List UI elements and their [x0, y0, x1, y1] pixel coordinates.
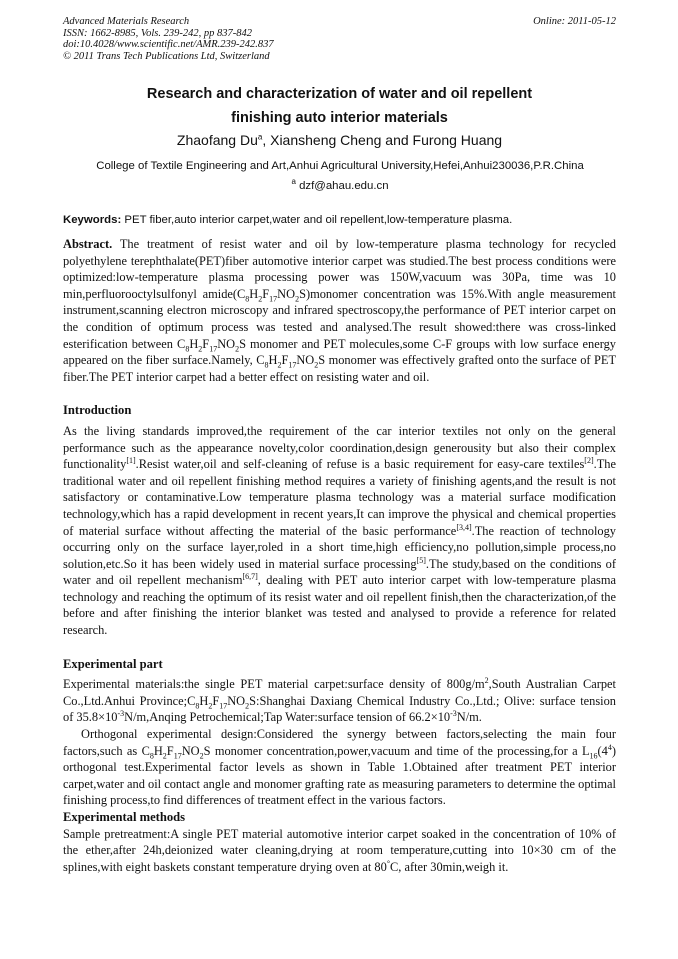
author-rest: , Xiansheng Cheng and Furong Huang — [262, 132, 503, 148]
author-1-affil-mark: a — [257, 132, 263, 142]
orthogonal-text: (4 — [597, 743, 608, 758]
formula-part: F — [166, 743, 174, 758]
copyright-line: © 2011 Trans Tech Publications Ltd, Switzerland — [63, 50, 270, 62]
intro-text: , dealing with PET auto interior carpet with low-temperature plasma technology and reaching the optimum of its resist water and oil repellent finish,then the characterization,of the before and after finishing the interior blanket was tested and analysed to provide a reference for related research. — [63, 573, 616, 638]
formula-sub: 8 — [185, 344, 190, 354]
introduction-heading: Introduction — [63, 403, 132, 418]
section-gap — [63, 385, 616, 402]
journal-name: Advanced Materials Research — [63, 16, 190, 27]
formula-sub: 2 — [277, 360, 282, 370]
formula-sub: 17 — [288, 360, 297, 370]
section-gap — [63, 639, 616, 656]
intro-text: .The study,based on the conditions of water and oil repellent mechanism — [63, 556, 616, 588]
materials-paragraph — [63, 676, 616, 726]
intro-text: .The traditional water and oil repellent finishing method requires a variety of finishing agents,and the result is not satisfactory or contaminative.Low temperature plasma technology was a material surface modification technology,which has a rapid development in recent years,It can improve the physical and chemical properties of material surface without affecting the material of the basic performance — [63, 457, 616, 538]
keywords — [63, 212, 616, 228]
author-list — [63, 130, 616, 150]
formula-sub: 2 — [208, 701, 213, 711]
doi-line: doi:10.4028/www.scientific.net/AMR.239-242.837 — [63, 39, 274, 50]
intro-text: .Resist water,oil and self-cleaning of refuse is a basic requirement for easy-care textiles — [135, 457, 585, 472]
formula-sub: 17 — [269, 294, 278, 304]
citation: [5] — [416, 555, 426, 565]
formula-sub: 2 — [162, 751, 167, 761]
superscript: ° — [386, 858, 391, 868]
email-affil-mark: a — [291, 177, 296, 187]
formula-sub: 2 — [235, 344, 240, 354]
formula-sub: 17 — [173, 751, 182, 761]
orthogonal-text: Orthogonal experimental design:Considered the synergy between factors,selecting the main four factors,such as C — [63, 727, 616, 758]
methods-heading: Experimental methods — [63, 810, 186, 824]
citation: [3,4] — [456, 522, 472, 532]
materials-text: N/m. — [456, 710, 482, 725]
experimental-heading: Experimental part — [63, 656, 163, 671]
citation: [1] — [126, 456, 136, 465]
abstract-label: Abstract. — [63, 237, 113, 251]
formula-sub: 8 — [245, 294, 250, 304]
abstract-text-1: The treatment of resist water and oil by low-temperature plasma technology for recycled polyethylene terephthalate(PET)fiber automotive interior carpet was studied.The best process conditions were optimized:low-temperature plasma processing power was 150W,vacuum was 30Pa, time was 10 min,perfluorooctylsulfonyl amide(C — [63, 237, 616, 301]
formula-sub: 8 — [149, 751, 154, 761]
orthogonal-text: S monomer concentration,power,vacuum and time of the processing,for a L — [203, 743, 590, 758]
email-address: dzf@ahau.edu.cn — [295, 180, 389, 192]
formula-sub: 2 — [295, 294, 300, 304]
formula-sub: 2 — [199, 751, 204, 761]
author-1: Zhaofang Du — [176, 132, 258, 148]
methods-text: C, after 30min,weigh it. — [390, 859, 509, 874]
superscript: -3 — [117, 709, 125, 719]
email-line — [50, 176, 630, 196]
journal-header — [63, 16, 616, 62]
formula-part: F — [262, 286, 270, 301]
formula-part: NO — [217, 336, 236, 351]
formula-sub: 2 — [258, 294, 263, 304]
formula-sub: 8 — [195, 701, 200, 711]
abstract-paragraph — [63, 236, 616, 385]
formula-part: F — [212, 693, 220, 708]
materials-text: ,South Australian Carpet Co.,Ltd.Anhui Province;C — [63, 677, 616, 708]
formula-sub: 8 — [264, 360, 269, 370]
formula-part: NO — [296, 353, 315, 368]
formula-sub: 17 — [219, 701, 228, 711]
formula-sub: 2 — [245, 701, 250, 711]
affiliation — [50, 156, 630, 196]
keywords-text: PET fiber,auto interior carpet,water and oil repellent,low-temperature plasma. — [121, 214, 513, 226]
paper-body — [63, 236, 616, 875]
formula-part: F — [202, 336, 210, 351]
intro-text: As the living standards improved,the requirement of the car interior textiles not only on the general performance such as the appearance novelty,color coordination,design generousity but also their complex functionality — [63, 423, 616, 472]
online-date: Online: 2011-05-12 — [533, 16, 616, 27]
abstract-text-2: S)monomer concentration was 15%.With angle measurement instrument,scanning electron microscopy and infrared spectroscopy,the performance of PET interior carpet on the condition of optimum process was tested and analysed.The result showed:there was cross-linked esterification between C — [63, 286, 616, 351]
paper-title — [63, 82, 616, 130]
formula-sub: 2 — [198, 344, 203, 354]
intro-text: .The reaction of technology occurring only on the surface layer,roled in a short time,high efficiency,no pollution,simple process,no solution,etc.So it has been widely used in material surface processing — [63, 523, 616, 571]
affiliation-line: College of Textile Engineering and Art,Anhui Agricultural University,Hefei,Anhui230036,P.R.China — [96, 160, 584, 172]
abstract-text-4: S monomer was effectively grafted onto the surface of PET fiber.The PET interior carpet had a better effect on resisting water and oil. — [63, 353, 617, 384]
superscript: -3 — [450, 709, 457, 719]
superscript: 4 — [607, 742, 612, 752]
materials-text: N/m,Anqing Petrochemical;Tap Water:surface tension of 66.2×10 — [124, 710, 451, 725]
issn-line: ISSN: 1662-8985, Vols. 239-242, pp 837-842 — [63, 27, 252, 39]
formula-part: H — [249, 286, 259, 301]
methods-text: Sample pretreatment:A single PET material automotive interior carpet soaked in the concentration of 10% of the ether,after 24h,deionized water cleaning,drying at room temperature,cutting into 10×30 cm of the splines,with eight baskets constant temperature drying oven at 80 — [63, 826, 616, 874]
formula-part: H — [268, 353, 278, 368]
introduction-paragraph — [63, 423, 616, 639]
title-line-2: finishing auto interior materials — [231, 110, 448, 126]
formula-part: H — [153, 743, 163, 758]
abstract-text-3: S monomer and PET molecules,some C-F groups with low surface energy appeared on the fiber surface.Namely, C — [63, 336, 617, 368]
pretreatment-paragraph — [63, 826, 616, 876]
formula-sub: 17 — [209, 344, 218, 354]
title-line-1: Research and characterization of water and oil repellent — [146, 86, 533, 102]
materials-text: Experimental materials:the single PET material carpet:surface density of 800g/m — [63, 677, 485, 692]
citation: [6,7] — [242, 572, 258, 582]
formula-part: NO — [227, 693, 246, 708]
citation: [2] — [584, 456, 594, 465]
orthogonal-text: ) orthogonal test.Experimental factor levels as shown in Table 1.Obtained after treatment PET interior carpet,water and oil contact angle and monomer grafting rate as measuring parameters to determine the optimal finishing process,to find differences of treatment effect in the various factors. — [63, 743, 616, 808]
formula-part: H — [199, 693, 209, 708]
materials-text: S:Shanghai Daxiang Chemical Industry Co.,Ltd.; Olive: surface tension of 35.8×10 — [63, 693, 616, 725]
formula-part: NO — [277, 286, 296, 301]
formula-sub: 2 — [314, 360, 319, 370]
subscript: 16 — [589, 751, 598, 761]
formula-part: F — [281, 353, 289, 368]
keywords-label: Keywords: — [63, 214, 122, 226]
orthogonal-paragraph — [63, 726, 616, 809]
formula-part: NO — [181, 743, 200, 758]
superscript: 2 — [484, 676, 489, 686]
formula-part: H — [189, 336, 199, 351]
